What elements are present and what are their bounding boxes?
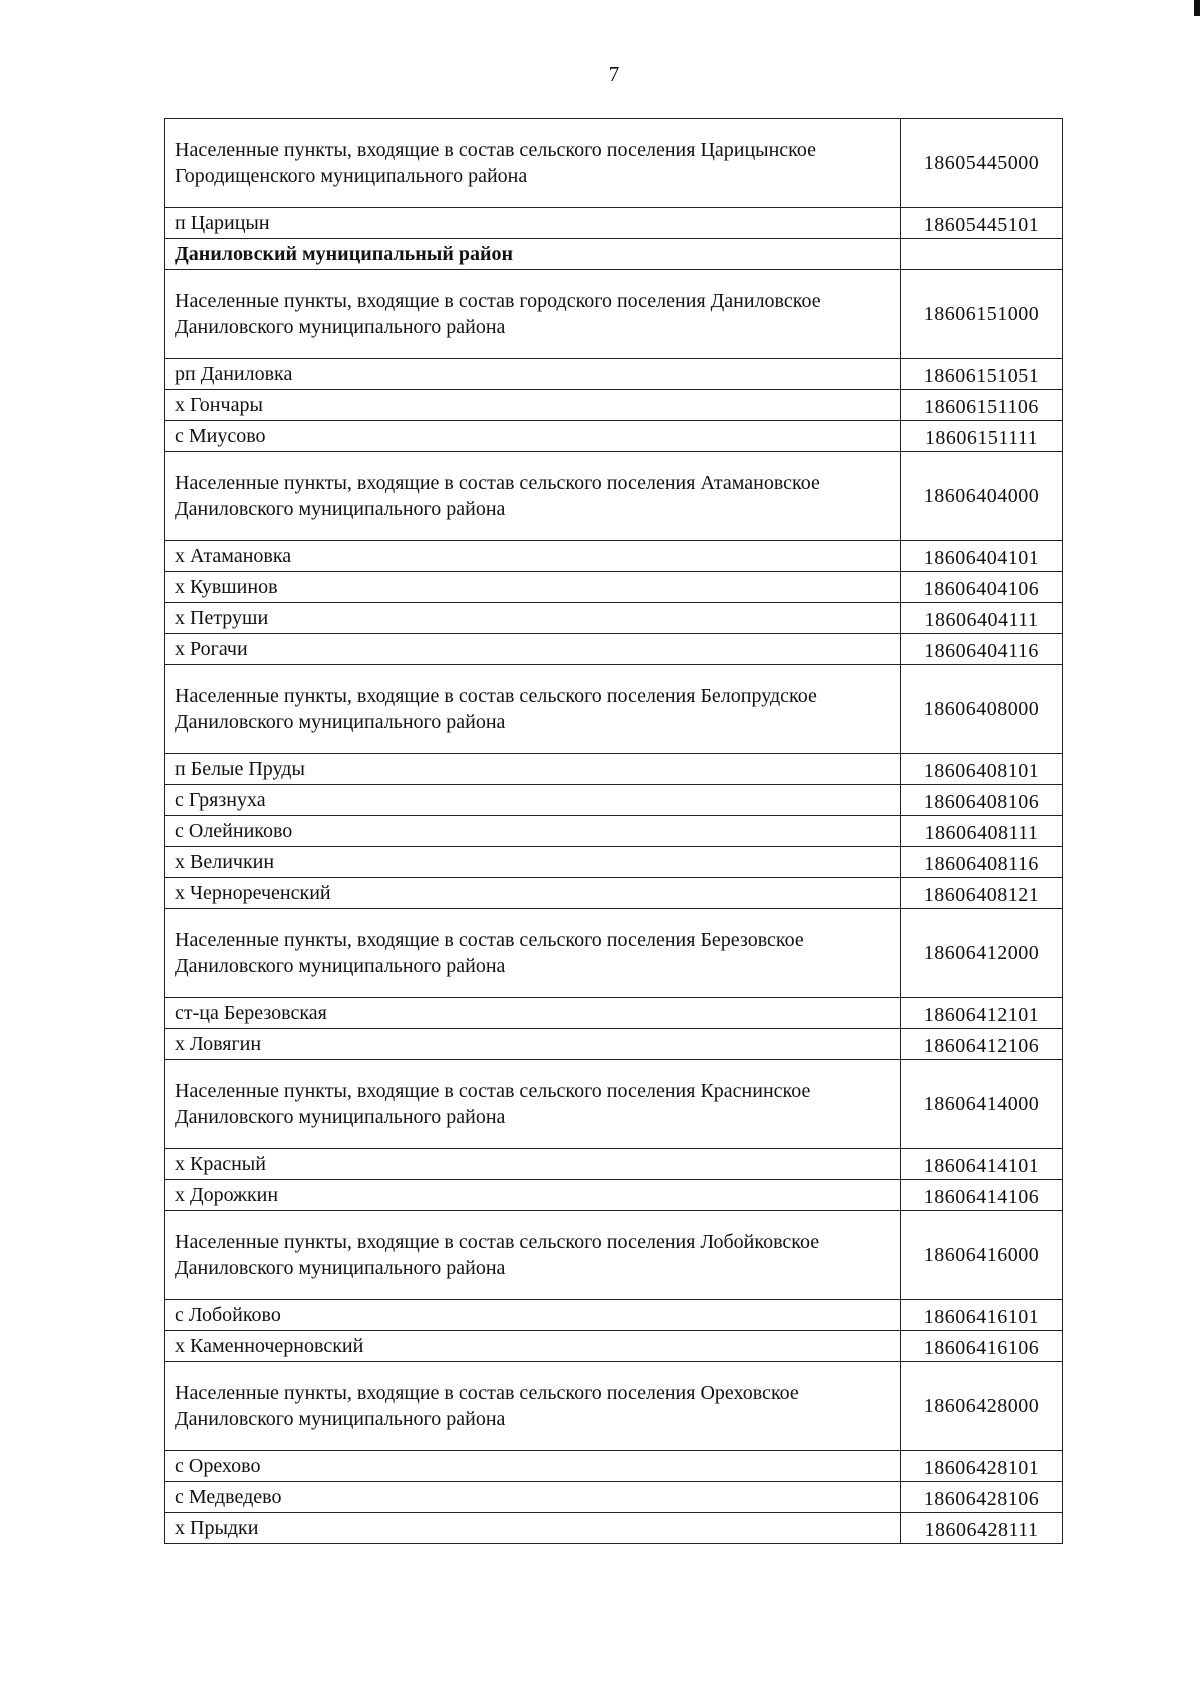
name-cell: х Атамановка [165, 541, 901, 572]
code-cell: 18605445000 [901, 119, 1063, 208]
code-cell: 18606414000 [901, 1060, 1063, 1149]
name-cell: с Медведево [165, 1482, 901, 1513]
name-cell: с Миусово [165, 421, 901, 452]
table-row [165, 1482, 1063, 1513]
code-cell: 18606404101 [901, 541, 1063, 572]
table-row [165, 421, 1063, 452]
code-cell: 18606151106 [901, 390, 1063, 421]
name-cell: х Дорожкин [165, 1180, 901, 1211]
code-cell: 18606428106 [901, 1482, 1063, 1513]
name-cell: х Каменночерновский [165, 1331, 901, 1362]
table-row [165, 634, 1063, 665]
name-cell: п Белые Пруды [165, 754, 901, 785]
table-row [165, 359, 1063, 390]
code-cell: 18606428101 [901, 1451, 1063, 1482]
table-row [165, 1362, 1063, 1451]
table-row [165, 754, 1063, 785]
page-number: 7 [608, 62, 620, 86]
table-row [165, 878, 1063, 909]
name-cell: Населенные пункты, входящие в состав городского поселения Даниловское Даниловского муниципального района [165, 270, 901, 359]
name-cell: Населенные пункты, входящие в состав сельского поселения Березовское Даниловского муниципального района [165, 909, 901, 998]
table-row [165, 1060, 1063, 1149]
table-row [165, 785, 1063, 816]
code-cell: 18606408116 [901, 847, 1063, 878]
table-row [165, 998, 1063, 1029]
table-row [165, 390, 1063, 421]
table-row [165, 1211, 1063, 1300]
name-cell: ст-ца Березовская [165, 998, 901, 1029]
code-cell: 18606408106 [901, 785, 1063, 816]
name-cell: х Кувшинов [165, 572, 901, 603]
code-cell: 18606404106 [901, 572, 1063, 603]
table-row [165, 1149, 1063, 1180]
code-cell: 18606416101 [901, 1300, 1063, 1331]
code-cell: 18606151000 [901, 270, 1063, 359]
code-cell: 18606412106 [901, 1029, 1063, 1060]
table-row [165, 1331, 1063, 1362]
code-cell: 18605445101 [901, 208, 1063, 239]
name-cell: с Лобойково [165, 1300, 901, 1331]
table-row [165, 1180, 1063, 1211]
code-cell: 18606412000 [901, 909, 1063, 998]
name-cell: Населенные пункты, входящие в состав сельского поселения Краснинское Даниловского муниципального района [165, 1060, 901, 1149]
table-row [165, 1029, 1063, 1060]
code-cell: 18606408121 [901, 878, 1063, 909]
name-cell: Даниловский муниципальный район [165, 239, 901, 270]
name-cell: х Петруши [165, 603, 901, 634]
code-cell: 18606151111 [901, 421, 1063, 452]
name-cell: х Рогачи [165, 634, 901, 665]
table-row [165, 1513, 1063, 1544]
table-row [165, 541, 1063, 572]
name-cell: х Ловягин [165, 1029, 901, 1060]
table-row [165, 909, 1063, 998]
code-cell: 18606404116 [901, 634, 1063, 665]
code-cell: 18606412101 [901, 998, 1063, 1029]
code-cell: 18606428000 [901, 1362, 1063, 1451]
code-cell: 18606416106 [901, 1331, 1063, 1362]
name-cell: х Красный [165, 1149, 901, 1180]
name-cell: х Прыдки [165, 1513, 901, 1544]
table-row [165, 239, 1063, 270]
name-cell: Населенные пункты, входящие в состав сельского поселения Царицынское Городищенского муниципального района [165, 119, 901, 208]
table-row [165, 603, 1063, 634]
table-row [165, 119, 1063, 208]
table-row [165, 572, 1063, 603]
table-row [165, 270, 1063, 359]
code-cell: 18606428111 [901, 1513, 1063, 1544]
table-body [165, 119, 1063, 1544]
name-cell: Населенные пункты, входящие в состав сельского поселения Лобойковское Даниловского муниципального района [165, 1211, 901, 1300]
table-row [165, 847, 1063, 878]
name-cell: с Олейниково [165, 816, 901, 847]
name-cell: рп Даниловка [165, 359, 901, 390]
name-cell: Населенные пункты, входящие в состав сельского поселения Ореховское Даниловского муниципального района [165, 1362, 901, 1451]
code-cell: 18606416000 [901, 1211, 1063, 1300]
code-cell: 18606404000 [901, 452, 1063, 541]
name-cell: х Чернореченский [165, 878, 901, 909]
code-cell: 18606151051 [901, 359, 1063, 390]
code-cell: 18606408000 [901, 665, 1063, 754]
name-cell: п Царицын [165, 208, 901, 239]
scan-edge-mark [1194, 0, 1200, 16]
code-cell: 18606414106 [901, 1180, 1063, 1211]
name-cell: х Гончары [165, 390, 901, 421]
code-cell: 18606404111 [901, 603, 1063, 634]
name-cell: х Величкин [165, 847, 901, 878]
name-cell: Населенные пункты, входящие в состав сельского поселения Атамановское Даниловского муниципального района [165, 452, 901, 541]
table-row [165, 816, 1063, 847]
table-row [165, 452, 1063, 541]
name-cell: с Грязнуха [165, 785, 901, 816]
table-row [165, 1451, 1063, 1482]
code-cell: 18606414101 [901, 1149, 1063, 1180]
table-row [165, 665, 1063, 754]
name-cell: Населенные пункты, входящие в состав сельского поселения Белопрудское Даниловского муниципального района [165, 665, 901, 754]
oktmo-table [164, 118, 1063, 1544]
code-cell: 18606408101 [901, 754, 1063, 785]
name-cell: с Орехово [165, 1451, 901, 1482]
code-cell [901, 239, 1063, 270]
code-cell: 18606408111 [901, 816, 1063, 847]
table-row [165, 208, 1063, 239]
table-row [165, 1300, 1063, 1331]
